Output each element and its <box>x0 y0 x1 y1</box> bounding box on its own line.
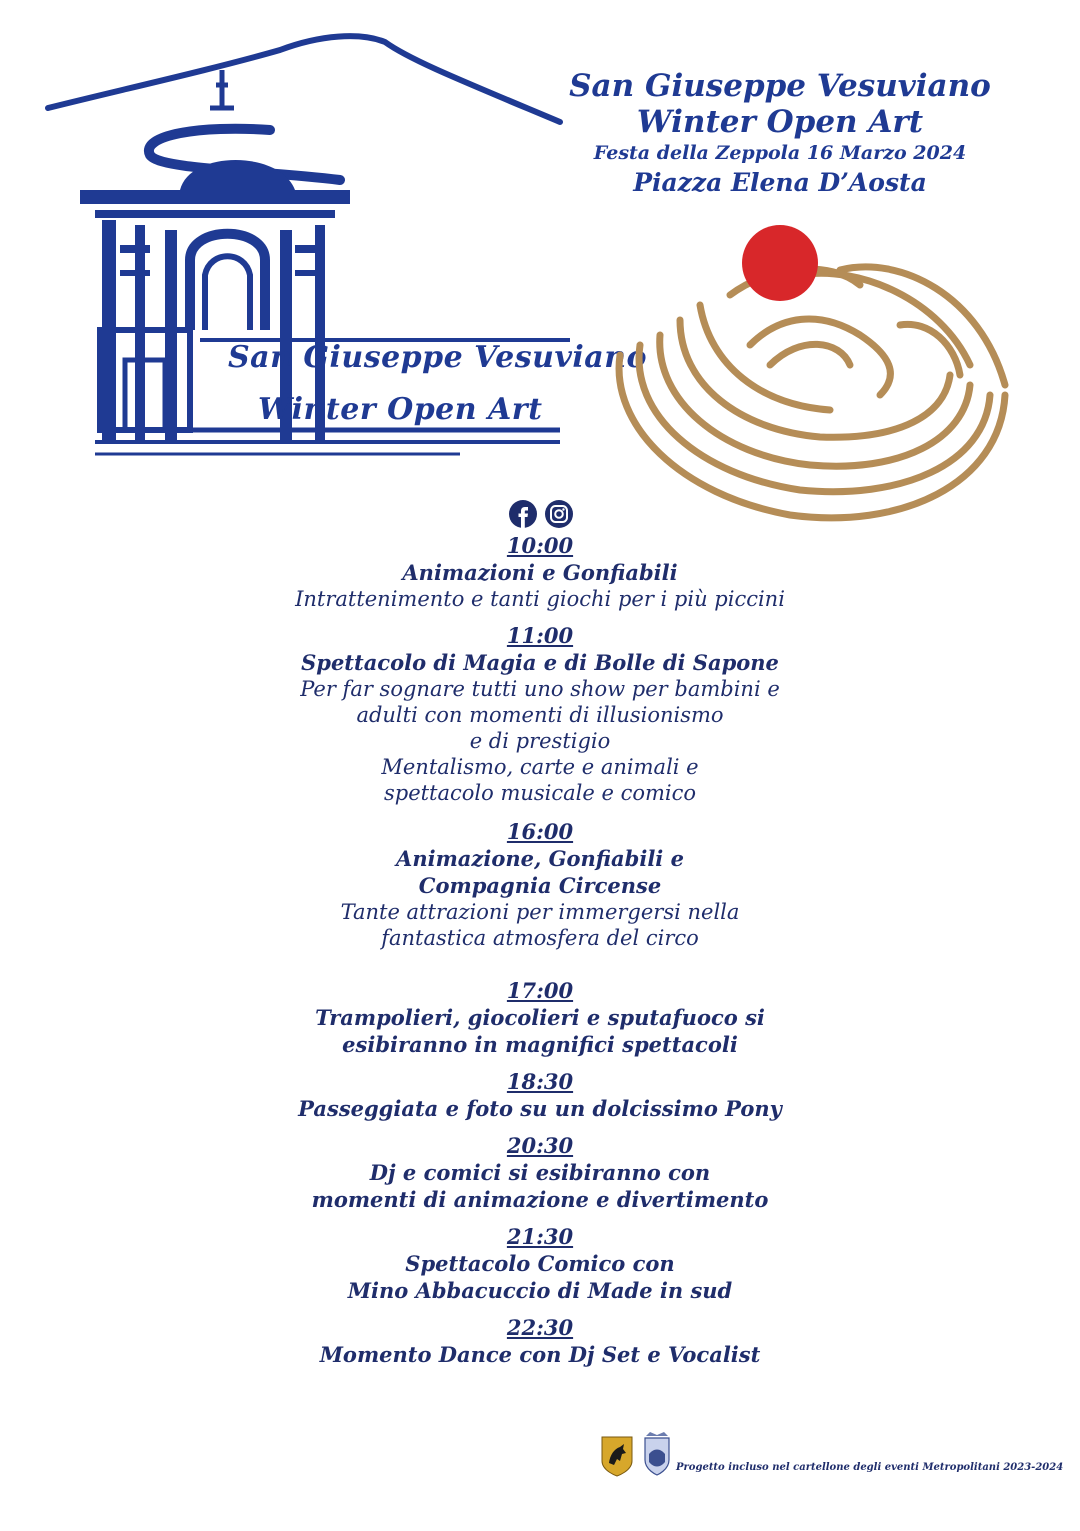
schedule-title: Passeggiata e foto su un dolcissimo Pony <box>298 1096 782 1121</box>
instagram-icon[interactable] <box>545 500 573 528</box>
event-subtitle: Festa della Zeppola 16 Marzo 2024 <box>593 142 967 164</box>
schedule-title: Momento Dance con Dj Set e Vocalist <box>319 1342 761 1367</box>
schedule-item <box>240 1132 840 1213</box>
schedule-title: Spettacolo di Magia e di Bolle di Sapone <box>301 650 779 675</box>
event-location: Piazza Elena D’Aosta <box>633 168 927 197</box>
schedule-time: 11:00 <box>506 623 574 648</box>
logo-text-line2: Winter Open Art <box>258 392 543 427</box>
schedule-item <box>240 532 840 612</box>
schedule-time: 21:30 <box>506 1224 574 1249</box>
event-title-line2: Winter Open Art <box>636 104 924 140</box>
schedule-description: Per far sognare tutti uno show per bambini e <box>300 677 780 701</box>
schedule-description: adulti con momenti di illusionismo <box>356 703 724 727</box>
schedule-title: Dj e comici si esibiranno con <box>369 1160 711 1185</box>
schedule-time: 18:30 <box>506 1069 574 1094</box>
schedule-item <box>240 1223 840 1304</box>
metropolitan-city-crest <box>600 1435 634 1477</box>
schedule-title: Animazione, Gonfiabili e <box>396 846 684 871</box>
schedule-title: Animazioni e Gonfiabili <box>402 560 678 585</box>
schedule-item <box>240 1314 840 1368</box>
schedule-item <box>240 622 840 806</box>
schedule-time: 10:00 <box>506 533 574 558</box>
schedule-title: Trampolieri, giocolieri e sputafuoco si <box>315 1005 765 1030</box>
facebook-icon[interactable] <box>509 500 537 528</box>
schedule-description: Intrattenimento e tanti giochi per i più piccini <box>295 587 785 611</box>
schedule-item <box>240 977 840 1058</box>
schedule-description: Tante attrazioni per immergersi nella <box>340 900 740 924</box>
footer-note: Progetto incluso nel cartellone degli eventi Metropolitani 2023-2024 <box>676 1462 1064 1473</box>
event-schedule <box>240 532 840 1378</box>
schedule-time: 20:30 <box>506 1133 574 1158</box>
schedule-time: 22:30 <box>506 1315 574 1340</box>
schedule-title: esibiranno in magnifici spettacoli <box>342 1032 738 1057</box>
schedule-item <box>240 818 840 951</box>
schedule-title: Compagnia Circense <box>418 873 662 898</box>
schedule-time: 16:00 <box>506 819 574 844</box>
schedule-description: spettacolo musicale e comico <box>383 781 697 805</box>
schedule-description: Mentalismo, carte e animali e <box>381 755 699 779</box>
social-icons <box>507 498 577 530</box>
municipality-crest <box>642 1432 672 1476</box>
zeppola-illustration <box>600 225 1020 535</box>
schedule-time: 17:00 <box>506 978 574 1003</box>
schedule-description: e di prestigio <box>469 729 611 753</box>
schedule-title: Spettacolo Comico con <box>405 1251 675 1276</box>
event-title-line1: San Giuseppe Vesuviano <box>569 68 991 104</box>
logo-text-line1: San Giuseppe Vesuviano <box>228 340 648 375</box>
schedule-title: momenti di animazione e divertimento <box>311 1187 769 1212</box>
schedule-item <box>240 1068 840 1122</box>
event-header <box>560 68 1000 200</box>
schedule-title: Mino Abbacuccio di Made in sud <box>347 1278 733 1303</box>
schedule-description: fantastica atmosfera del circo <box>381 926 699 950</box>
